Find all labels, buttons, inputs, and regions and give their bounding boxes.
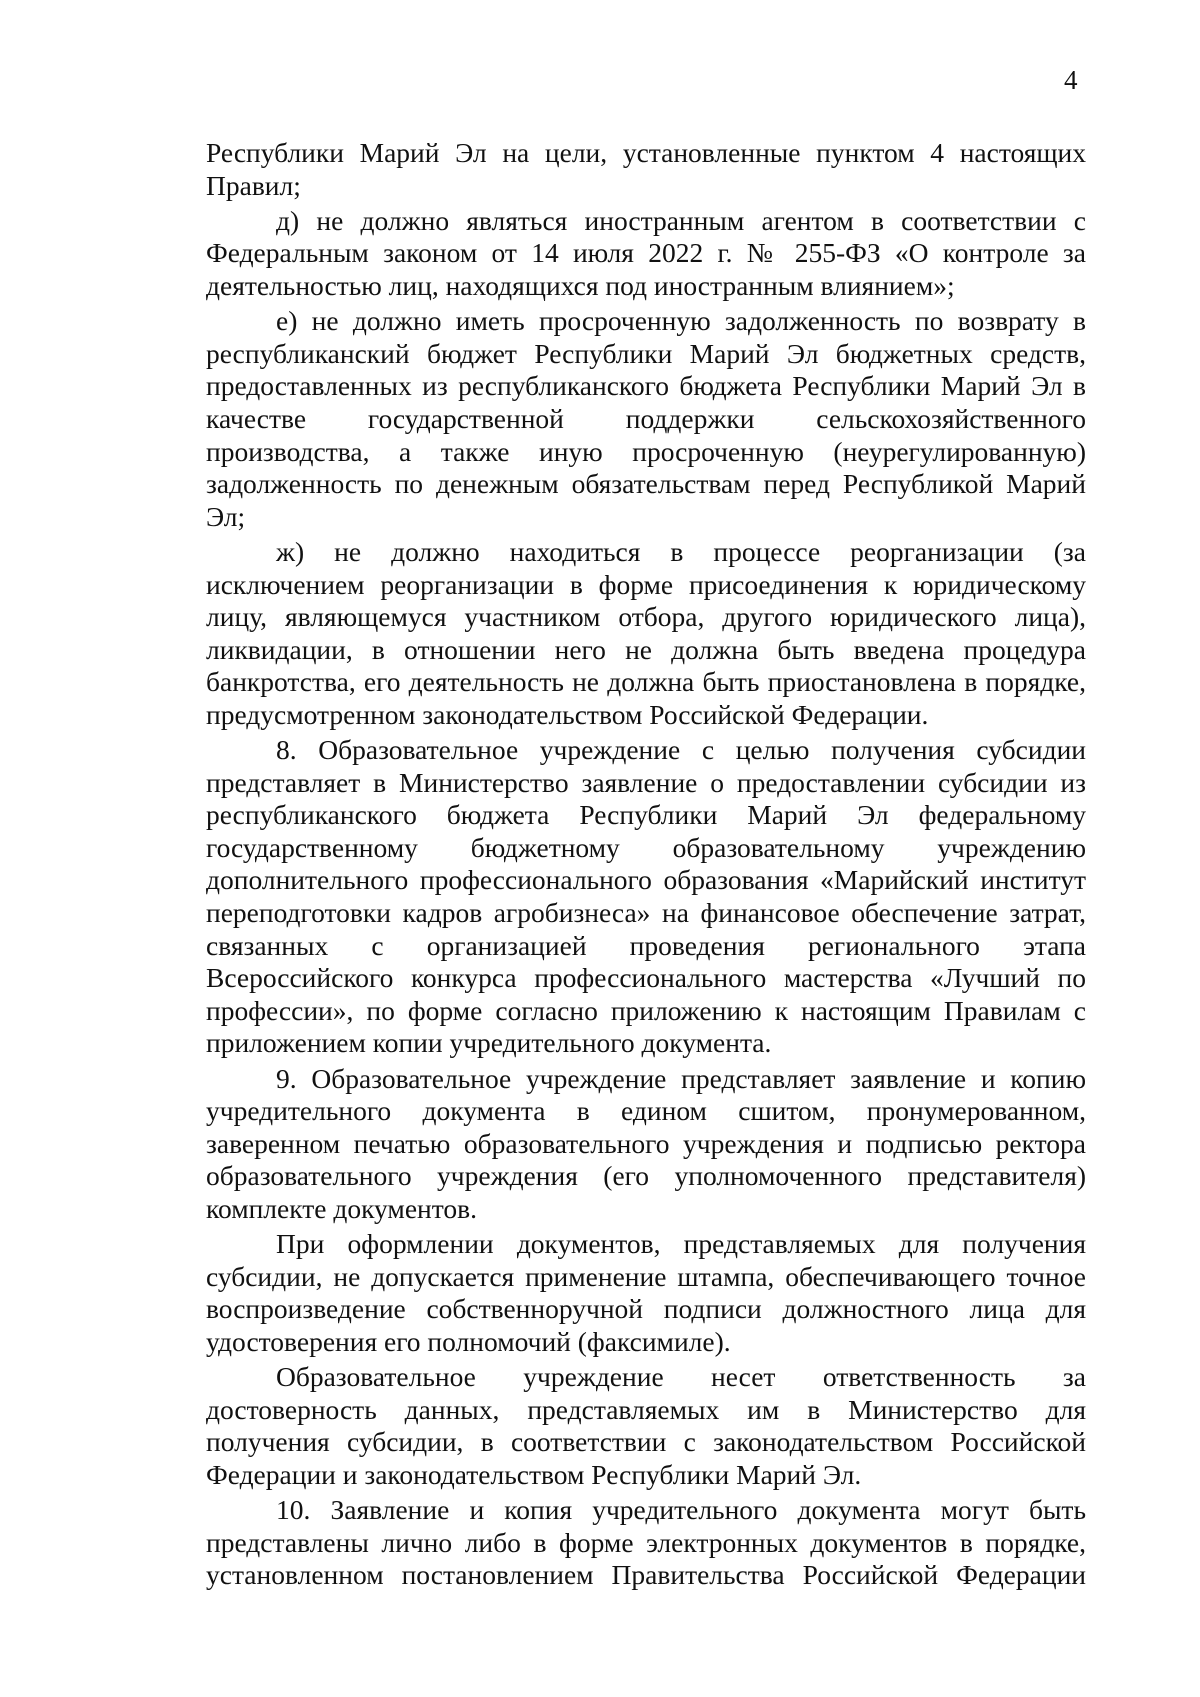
paragraph-responsibility: Образовательное учреждение несет ответственность за достоверность данных, представляемых им в Министерство для получения субсидии, в соответствии с законодательством Российской Федерации и законодательством Республики Марий Эл. bbox=[206, 1361, 1086, 1490]
paragraph-clause-8: 8. Образовательное учреждение с целью получения субсидии представляет в Министерство заявление о предоставлении субсидии из республиканского бюджета Республики Марий Эл федеральному государственному бюджетному образовательному учреждению дополнительного профессионального образования «Марийский институт переподготовки кадров агробизнеса» на финансовое обеспечение затрат, связанных с организацией проведения регионального этапа Всероссийского конкурса профессионального мастерства «Лучший по профессии», по форме согласно приложению к настоящим Правилам с приложением копии учредительного документа. bbox=[206, 734, 1086, 1059]
paragraph-facsimile: При оформлении документов, представляемых для получения субсидии, не допускается применение штампа, обеспечивающего точное воспроизведение собственноручной подписи должностного лица для удостоверения его полномочий (факсимиле). bbox=[206, 1228, 1086, 1357]
document-body bbox=[206, 137, 1086, 1592]
page-number: 4 bbox=[1064, 65, 1078, 95]
paragraph-item-zh: ж) не должно находиться в процессе реорганизации (за исключением реорганизации в форме присоединения к юридическому лицу, являющемуся участником отбора, другого юридического лица), ликвидации, в отношении него не должна быть введена процедура банкротства, его деятельность не должна быть приостановлена в порядке, предусмотренном законодательством Российской Федерации. bbox=[206, 535, 1086, 730]
paragraph-clause-10: 10. Заявление и копия учредительного документа могут быть представлены лично либо в форме электронных документов в порядке, установленном постановлением Правительства Российской Федерации bbox=[206, 1494, 1086, 1591]
paragraph-item-e: е) не должно иметь просроченную задолженность по возврату в республиканский бюджет Республики Марий Эл бюджетных средств, предоставленных из республиканского бюджета Республики Марий Эл в качестве государственной поддержки сельскохозяйственного производства, а также иную просроченную (неурегулированную) задолженность по денежным обязательствам перед Республикой Марий Эл; bbox=[206, 305, 1086, 532]
paragraph-clause-9: 9. Образовательное учреждение представляет заявление и копию учредительного документа в едином сшитом, пронумерованном, заверенном печатью образовательного учреждения и подписью ректора образовательного учреждения (его уполномоченного представителя) комплекте документов. bbox=[206, 1062, 1086, 1224]
paragraph-continuation: Республики Марий Эл на цели, установленные пунктом 4 настоящих Правил; bbox=[206, 137, 1086, 201]
paragraph-item-d: д) не должно являться иностранным агентом в соответствии с Федеральным законом от 14 июля 2022 г. № 255-ФЗ «О контроле за деятельностью лиц, находящихся под иностранным влиянием»; bbox=[206, 204, 1086, 301]
